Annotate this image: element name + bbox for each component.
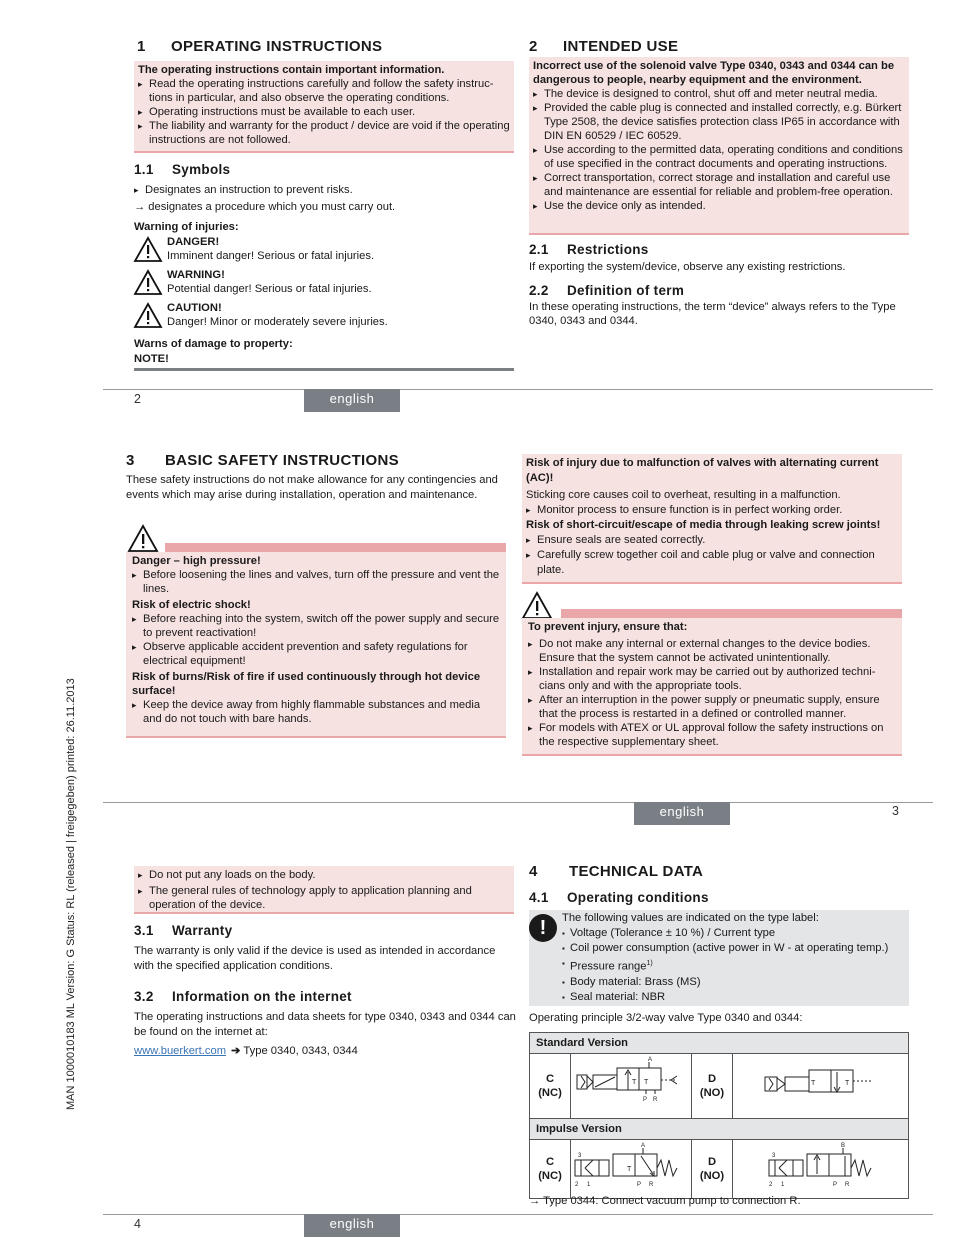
standard-nc-schematic [571, 1054, 692, 1119]
list-item: ▸ Keep the device away from highly flammable substances and media and do not touch with bare hands. [132, 698, 500, 726]
list-item: ▸ Before reaching into the system, switch off the power supply and secure to prevent reactivation! [132, 612, 500, 640]
operating-principle-text: Operating principle 3/2-way valve Type 0340 and 0344: [529, 1012, 803, 1024]
page-divider [103, 802, 933, 803]
list-item: ▸ For models with ATEX or UL approval follow the safety instructions on the respective supplementary sheet. [528, 721, 896, 749]
arrow-right-icon: → [134, 201, 146, 213]
note-label: NOTE! [134, 353, 169, 365]
svg-text:R: R [653, 1097, 658, 1103]
note-bar [134, 368, 514, 371]
svg-text:T: T [632, 1079, 637, 1086]
language-tab: english [634, 802, 730, 825]
svg-text:A: A [648, 1057, 653, 1063]
impulse-no-schematic [733, 1140, 909, 1199]
section-3-1-heading: 3.1 Warranty [134, 923, 233, 938]
standard-version-header: Standard Version [530, 1033, 909, 1054]
list-item: ▸ Installation and repair work may be carried out by authorized technicians only and with the appropriate tools. [528, 665, 896, 693]
list-item: ▸ Use the device only as intended. [533, 199, 905, 213]
page-number: 2 [134, 392, 141, 406]
box-title: The operating instructions contain important information. [138, 64, 445, 76]
right-safety-box-2: To prevent injury, ensure that: ▸ Do not make any internal or external changes to the device bodies. Ensure that the system cannot be activated unintentionally. ▸ Installation and repair work may be carried out by authorized technicians only and with the appropriate tools. ▸ After an interruption in the power supply or pneumatic supply, ensure that the process is restarted in a defined or controlled manner. ▸ For models with ATEX or UL approval follow the safety instructions on the respective supplementary sheet. [522, 618, 902, 754]
section-2-1-heading: 2.1 Restrictions [529, 242, 649, 257]
box-underline [522, 754, 902, 756]
list-item: ▸ After an interruption in the power supply or pneumatic supply, ensure that the process is restarted in a defined or controlled manner. [528, 693, 896, 721]
warning-of-injuries-label: Warning of injuries: [134, 221, 239, 233]
arrow-right-icon: ➔ [231, 1045, 241, 1057]
language-tab: english [304, 1214, 400, 1237]
valve-symbol-icon [733, 1140, 903, 1194]
caution-warning: CAUTION! Danger! Minor or moderately severe injuries. [167, 302, 388, 328]
list-item: ▸ Before loosening the lines and valves, turn off the pressure and vent the lines. [132, 568, 500, 596]
exclamation-icon: ! [529, 914, 557, 942]
box-title: Incorrect use of the solenoid valve Type 0340, 0343 and 0344 can be dangerous to people, nearby equipment and the environment. [533, 60, 895, 86]
list-item: ▪ Pressure range$^{1)}$ [562, 956, 906, 975]
warning-triangle-icon [133, 269, 163, 296]
vacuum-note: → Type 0344: Connect vacuum pump to connection R. [529, 1195, 801, 1207]
valve-symbol-icon [571, 1140, 691, 1194]
box-underline [126, 736, 506, 738]
list-item: ▸ Correct transportation, correct storage and installation and careful use and maintenance are essential for reliable and problem-free operation. [533, 171, 905, 199]
page-divider [103, 389, 933, 390]
section-4-heading: 4 TECHNICAL DATA [529, 863, 704, 880]
no-label-cell: D (NO) [692, 1140, 733, 1199]
svg-text:3: 3 [578, 1153, 582, 1159]
page-number: 3 [892, 804, 899, 818]
box-underline [134, 912, 514, 914]
left-safety-box: Danger – high pressure! ▸ Before loosening the lines and valves, turn off the pressure and vent the lines. Risk of electric shock! ▸ Before reaching into the system, switch off the power supply and secure to prevent reactivation! ▸ Observe applicable accident prevention and safety regulations for electrical equipment! Risk of burns/Risk of fire if used continuously through hot device surface! ▸ Keep the device away from highly flammable substances and media and do not touch with bare hands. [126, 552, 506, 736]
box-underline [522, 582, 902, 584]
document-status-sidebar: MAN 1000010183 ML Version: G Status: RL (released | freigegeben) printed: 26.11.2013 [65, 678, 77, 1110]
impulse-version-header: Impulse Version [530, 1119, 909, 1140]
svg-text:B: B [841, 1143, 846, 1149]
list-item: ▸ Do not make any internal or external changes to the device bodies. Ensure that the system cannot be activated unintentionally. [528, 637, 896, 665]
nc-label-cell: C (NC) [530, 1054, 571, 1119]
warranty-text: The warranty is only valid if the device is used as intended in accordance with the specified application conditions. [134, 945, 496, 972]
section-2-2-heading: 2.2 Definition of term [529, 283, 685, 298]
danger-bar [165, 543, 506, 552]
safety-intro: These safety instructions do not make allowance for any contingencies and events which may arise during installation, operation and maintenance. [126, 474, 498, 501]
warning-bar [561, 609, 902, 618]
svg-text:1: 1 [781, 1182, 785, 1188]
section-3-2-heading: 3.2 Information on the internet [134, 989, 352, 1004]
svg-text:P: P [643, 1097, 648, 1103]
list-item: ▪ Seal material: NBR [562, 990, 906, 1005]
valve-symbol-icon [733, 1054, 903, 1114]
list-item: ▪ Body material: Brass (MS) [562, 975, 906, 990]
svg-text:T: T [627, 1166, 632, 1173]
restrictions-text: If exporting the system/device, observe any existing restrictions. [529, 261, 846, 273]
valve-symbol-icon [571, 1054, 691, 1114]
instruction-list [138, 77, 510, 147]
svg-text:3: 3 [772, 1153, 776, 1159]
list-item: ▸ Provided the cable plug is connected and installed correctly, e.g. Bürkert Type 2508, the device satisfies protection class IP65 in accordance with DIN EN 60529 / IEC 60529. [533, 101, 905, 143]
svg-text:R: R [845, 1182, 850, 1188]
list-item: ▸ The device is designed to control, shut off and meter neutral media. [533, 87, 905, 101]
page-divider [103, 1214, 933, 1215]
list-item: ▪ Coil power consumption (active power in W - at operating temp.) [562, 941, 906, 956]
danger-warning: DANGER! Imminent danger! Serious or fatal injuries. [167, 236, 375, 262]
top-rules-box [134, 866, 514, 912]
list-item: ▸ Designates an instruction to prevent risks. [134, 183, 514, 197]
list-item: ▸ Do not put any loads on the body. [138, 868, 510, 882]
warning-triangle-icon [133, 302, 163, 329]
section-1-heading: 1 OPERATING INSTRUCTIONS [137, 38, 383, 55]
standard-no-schematic [733, 1054, 909, 1119]
list-item: ▸ The general rules of technology apply to application planning and operation of the device. [138, 884, 510, 912]
list-item: ▸ The liability and warranty for the product / device are void if the operating instructions are not followed. [138, 119, 510, 147]
warning-triangle-icon [133, 236, 163, 263]
list-item: ▸ Ensure seals are seated correctly. [526, 533, 898, 548]
nc-label-cell: C (NC) [530, 1140, 571, 1199]
no-label-cell: D (NO) [692, 1054, 733, 1119]
svg-text:1: 1 [587, 1182, 591, 1188]
svg-text:T: T [811, 1080, 816, 1087]
warns-damage-label: Warns of damage to property: [134, 338, 293, 350]
list-item: ▸ Read the operating instructions carefully and follow the safety instructions in particular, and also observe the operating conditions. [138, 77, 510, 105]
type-label-note-box: ! The following values are indicated on the type label: ▪ Voltage (Tolerance ± 10 %) / Current type ▪ Coil power consumption (active power in W - at operating temp.) ▪ Pressure range$^{1)}$ ▪ Body material: Brass (MS) ▪ Seal material: NBR [529, 910, 909, 1006]
procedure-line: → designates a procedure which you must carry out. [134, 201, 396, 213]
internet-text: The operating instructions and data sheets for type 0340, 0343 and 0344 can be found on the internet at: [134, 1011, 516, 1038]
svg-text:R: R [649, 1182, 654, 1188]
intended-use-box [529, 57, 909, 233]
list-item: ▪ Voltage (Tolerance ± 10 %) / Current type [562, 926, 906, 941]
warning-triangle-icon [521, 591, 553, 620]
list-item: ▸ Use according to the permitted data, operating conditions and conditions of use specified in the contract documents and operating instructions. [533, 143, 905, 171]
svg-text:T: T [644, 1079, 649, 1086]
list-item: ▸ Carefully screw together coil and cable plug or valve and connection plate. [526, 548, 898, 578]
warning-warning: WARNING! Potential danger! Serious or fatal injuries. [167, 269, 372, 295]
svg-text:2: 2 [769, 1182, 773, 1188]
box-underline [529, 233, 909, 235]
operating-instructions-box [134, 61, 514, 151]
right-safety-box-1: Risk of injury due to malfunction of valves with alternating current (AC)! Sticking core causes coil to overheat, resulting in a malfunction. ▸ Monitor process to ensure function is in perfect working order. Risk of short-circuit/escape of media through leaking screw joints! ▸ Ensure seals are seated correctly. ▸ Carefully screw together coil and cable plug or valve and connection plate. [522, 454, 902, 582]
svg-text:A: A [641, 1143, 646, 1149]
list-item: ▸ Monitor process to ensure function is in perfect working order. [526, 503, 898, 518]
svg-text:P: P [637, 1182, 642, 1188]
svg-text:P: P [833, 1182, 838, 1188]
section-2-heading: 2 INTENDED USE [529, 38, 679, 55]
list-item: ▸ Operating instructions must be available to each user. [138, 105, 510, 119]
impulse-nc-schematic [571, 1140, 692, 1199]
language-tab: english [304, 389, 400, 412]
box-underline [134, 151, 514, 153]
website-link[interactable]: www.buerkert.com [134, 1045, 227, 1057]
intended-use-list [533, 87, 905, 213]
arrow-right-icon: → [529, 1195, 541, 1207]
section-4-1-heading: 4.1 Operating conditions [529, 890, 709, 905]
list-item: ▸ Observe applicable accident prevention and safety regulations for electrical equipment! [132, 640, 500, 668]
symbol-instruction [134, 183, 514, 197]
definition-text: In these operating instructions, the term “device” always refers to the Type 0340, 0343 and 0344. [529, 301, 896, 327]
svg-text:2: 2 [575, 1182, 579, 1188]
valve-schematic-table [529, 1032, 909, 1199]
section-3-heading: 3 BASIC SAFETY INSTRUCTIONS [126, 452, 399, 469]
svg-text:T: T [845, 1080, 850, 1087]
page-number: 4 [134, 1217, 141, 1231]
website-line: www.buerkert.com ➔ Type 0340, 0343, 0344 [134, 1045, 358, 1057]
section-1-1-heading: 1.1 Symbols [134, 162, 231, 177]
warning-triangle-icon [127, 524, 159, 553]
